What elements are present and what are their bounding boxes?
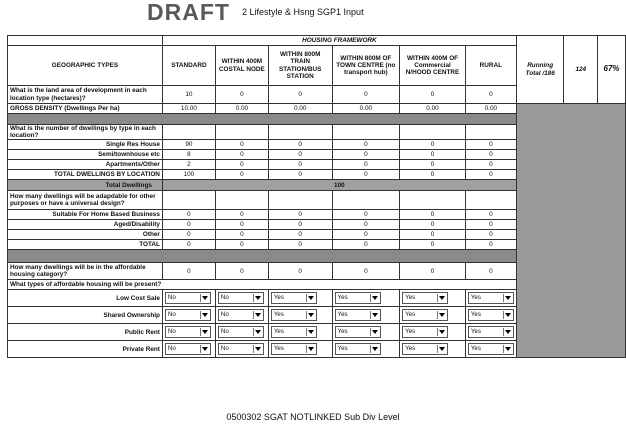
adaptable-total-cell: 0 (465, 240, 516, 250)
affordable-cell[interactable]: 0 (465, 263, 516, 280)
land-area-cell[interactable]: 0 (268, 86, 332, 104)
dwelling-cell[interactable]: 90 (162, 140, 215, 150)
affordable-cell[interactable]: 0 (215, 263, 268, 280)
dropdown-arrow-icon[interactable] (253, 345, 263, 353)
aff-select[interactable] (402, 309, 448, 321)
aff-select[interactable] (468, 343, 514, 355)
dwelling-total-cell: 0 (215, 170, 268, 180)
dropdown-arrow-icon[interactable] (370, 294, 380, 302)
select-value: Yes (273, 344, 284, 352)
dropdown-arrow-icon[interactable] (253, 294, 263, 302)
select-value: Yes (405, 310, 416, 318)
density-cell: 0.00 (465, 104, 516, 114)
adaptable-total-label: TOTAL (8, 240, 163, 250)
dwelling-total-cell: 0 (465, 170, 516, 180)
adaptable-cell[interactable]: 0 (332, 230, 400, 240)
aff-select[interactable] (468, 326, 514, 338)
aff-select[interactable] (165, 343, 211, 355)
adaptable-total-cell: 0 (268, 240, 332, 250)
draft-watermark: DRAFT (147, 0, 230, 25)
land-area-cell[interactable]: 10 (162, 86, 215, 104)
dwelling-cell[interactable]: 0 (332, 150, 400, 160)
dwelling-total-cell: 100 (162, 170, 215, 180)
dropdown-arrow-icon[interactable] (370, 345, 380, 353)
aff-select[interactable] (271, 309, 317, 321)
aff-select[interactable] (218, 309, 264, 321)
dwelling-cell[interactable]: 0 (268, 150, 332, 160)
dropdown-arrow-icon[interactable] (437, 311, 447, 319)
aff-type-label: Low Cost Sale (8, 290, 163, 307)
adaptable-cell[interactable]: 0 (268, 220, 332, 230)
density-cell: 0.00 (268, 104, 332, 114)
affordable-cell[interactable]: 0 (400, 263, 466, 280)
separator (8, 250, 517, 263)
select-value: Yes (273, 293, 284, 301)
density-cell: 0.00 (332, 104, 400, 114)
aff-select[interactable] (218, 326, 264, 338)
adaptable-cell[interactable]: 0 (465, 230, 516, 240)
land-area-cell[interactable]: 0 (332, 86, 400, 104)
aff-select[interactable] (218, 343, 264, 355)
page-footer: 0500302 SGAT NOTLINKED Sub Div Level (226, 412, 400, 422)
dwelling-cell[interactable]: 8 (162, 150, 215, 160)
dropdown-arrow-icon[interactable] (437, 345, 447, 353)
density-cell: 10.00 (162, 104, 215, 114)
dropdown-arrow-icon[interactable] (437, 294, 447, 302)
select-value: Yes (470, 327, 481, 335)
aff-select[interactable] (402, 343, 448, 355)
dwelling-cell[interactable]: 0 (400, 150, 466, 160)
dwelling-cell[interactable]: 0 (465, 140, 516, 150)
adaptable-cell[interactable]: 0 (332, 220, 400, 230)
adaptable-cell[interactable]: 0 (162, 210, 215, 220)
aff-select[interactable] (402, 292, 448, 304)
col-header: WITHIN 800M OF TOWN CENTRE (no transport hub) (332, 46, 400, 86)
aff-type-label: Shared Ownership (8, 307, 163, 324)
adaptable-label: Suitable For Home Based Business (8, 210, 163, 220)
adaptable-cell[interactable]: 0 (268, 210, 332, 220)
adaptable-cell[interactable]: 0 (162, 220, 215, 230)
dropdown-arrow-icon[interactable] (503, 345, 513, 353)
aff-select[interactable] (335, 292, 381, 304)
dropdown-arrow-icon[interactable] (253, 328, 263, 336)
dropdown-arrow-icon[interactable] (306, 311, 316, 319)
col-header: WITHIN 400M COSTAL NODE (215, 46, 268, 86)
adaptable-cell[interactable]: 0 (332, 210, 400, 220)
select-value: No (167, 344, 176, 352)
dwelling-total-cell: 0 (400, 170, 466, 180)
dropdown-arrow-icon[interactable] (370, 328, 380, 336)
dwelling-cell[interactable]: 0 (215, 150, 268, 160)
aff-select[interactable] (468, 309, 514, 321)
adaptable-cell[interactable]: 0 (465, 220, 516, 230)
aff-select[interactable] (271, 326, 317, 338)
col-header: WITHIN 800M TRAIN STATION/BUS STATION (268, 46, 332, 86)
dwelling-cell[interactable]: 2 (162, 160, 215, 170)
dwelling-cell[interactable]: 0 (465, 150, 516, 160)
dropdown-arrow-icon[interactable] (306, 294, 316, 302)
dropdown-arrow-icon[interactable] (306, 345, 316, 353)
dwelling-cell[interactable]: 0 (268, 160, 332, 170)
select-value: Yes (470, 310, 481, 318)
col-header: GEOGRAPHIC TYPES (8, 46, 163, 86)
dwellings-question: What is the number of dwellings by type in each location? (8, 125, 163, 140)
col-header: STANDARD (162, 46, 215, 86)
total-dwellings-value: 100 (162, 180, 516, 191)
dwelling-cell[interactable]: 0 (332, 160, 400, 170)
dropdown-arrow-icon[interactable] (503, 328, 513, 336)
dwelling-total-cell: 0 (332, 170, 400, 180)
dropdown-arrow-icon[interactable] (437, 328, 447, 336)
dropdown-arrow-icon[interactable] (200, 294, 210, 302)
select-value: No (167, 310, 176, 318)
select-value: No (220, 310, 229, 318)
select-value: No (167, 293, 176, 301)
select-value: No (220, 327, 229, 335)
aff-select[interactable] (402, 326, 448, 338)
adaptable-label: Aged/Disability (8, 220, 163, 230)
dwelling-total-cell: 0 (268, 170, 332, 180)
select-value: Yes (337, 293, 348, 301)
adaptable-cell[interactable]: 0 (400, 220, 466, 230)
adaptable-cell[interactable]: 0 (268, 230, 332, 240)
adaptable-cell[interactable]: 0 (215, 230, 268, 240)
separator (8, 114, 517, 125)
aff-select[interactable] (271, 343, 317, 355)
select-value: Yes (405, 344, 416, 352)
select-value: Yes (405, 293, 416, 301)
select-value: No (220, 293, 229, 301)
select-value: No (167, 327, 176, 335)
dwelling-cell[interactable]: 0 (400, 140, 466, 150)
select-value: Yes (470, 293, 481, 301)
adaptable-cell[interactable]: 0 (215, 210, 268, 220)
dropdown-arrow-icon[interactable] (370, 311, 380, 319)
aff-select[interactable] (335, 326, 381, 338)
dropdown-arrow-icon[interactable] (503, 294, 513, 302)
adaptable-cell[interactable]: 0 (400, 230, 466, 240)
aff-select[interactable] (271, 292, 317, 304)
running-total-label: Running Total /186 (516, 36, 564, 104)
framework-title: HOUSING FRAMEWORK (162, 36, 516, 46)
dwelling-type-label: Semi/townhouse etc (8, 150, 163, 160)
land-area-question: What is the land area of development in each location type (hectares)? (8, 86, 163, 104)
select-value: Yes (273, 310, 284, 318)
affordable-cell[interactable]: 0 (332, 263, 400, 280)
dwelling-type-label: Single Res House (8, 140, 163, 150)
page-subtitle: 2 Lifestyle & Hsng SGP1 Input (242, 7, 364, 17)
select-value: No (220, 344, 229, 352)
adaptable-cell[interactable]: 0 (465, 210, 516, 220)
aff-select[interactable] (165, 326, 211, 338)
aff-select[interactable] (335, 309, 381, 321)
dropdown-arrow-icon[interactable] (200, 328, 210, 336)
adaptable-total-cell: 0 (332, 240, 400, 250)
aff-select[interactable] (165, 292, 211, 304)
side-grey-panel (516, 104, 625, 358)
density-cell: 0.00 (215, 104, 268, 114)
running-total-value: 124 (564, 36, 598, 104)
adaptable-total-cell: 0 (400, 240, 466, 250)
adaptable-total-cell: 0 (162, 240, 215, 250)
land-area-cell[interactable]: 0 (465, 86, 516, 104)
percent-complete: 67% (598, 36, 626, 104)
dwelling-cell[interactable]: 0 (465, 160, 516, 170)
dwelling-cell[interactable]: 0 (215, 140, 268, 150)
select-value: Yes (337, 344, 348, 352)
affordable-question: How many dwellings will be in the affordable housing category? (8, 263, 163, 280)
dwelling-cell[interactable]: 0 (332, 140, 400, 150)
col-header: WITHIN 400M OF Commercial N/HOOD CENTRE (400, 46, 466, 86)
select-value: Yes (273, 327, 284, 335)
land-area-cell[interactable]: 0 (400, 86, 466, 104)
dropdown-arrow-icon[interactable] (200, 345, 210, 353)
adaptable-total-cell: 0 (215, 240, 268, 250)
aff-select[interactable] (335, 343, 381, 355)
density-label: GROSS DENSITY (Dwellings Per ha) (8, 104, 163, 114)
dropdown-arrow-icon[interactable] (200, 311, 210, 319)
total-dwellings-label: Total Dwellings (8, 180, 163, 191)
dropdown-arrow-icon[interactable] (253, 311, 263, 319)
adaptable-label: Other (8, 230, 163, 240)
adaptable-cell[interactable]: 0 (215, 220, 268, 230)
col-header: RURAL (465, 46, 516, 86)
dwelling-total-label: TOTAL DWELLINGS BY LOCATION (8, 170, 163, 180)
dwelling-cell[interactable]: 0 (400, 160, 466, 170)
dwelling-cell[interactable]: 0 (215, 160, 268, 170)
adaptable-cell[interactable]: 0 (162, 230, 215, 240)
affordable-types-question: What types of affordable housing will be present? (8, 280, 517, 290)
housing-framework-table (7, 35, 626, 358)
select-value: Yes (405, 327, 416, 335)
adaptable-cell[interactable]: 0 (400, 210, 466, 220)
aff-select[interactable] (468, 292, 514, 304)
dropdown-arrow-icon[interactable] (306, 328, 316, 336)
affordable-cell[interactable]: 0 (162, 263, 215, 280)
dwelling-cell[interactable]: 0 (268, 140, 332, 150)
dropdown-arrow-icon[interactable] (503, 311, 513, 319)
dwelling-type-label: Apartments/Other (8, 160, 163, 170)
aff-type-label: Public Rent (8, 324, 163, 341)
land-area-cell[interactable]: 0 (215, 86, 268, 104)
density-cell: 0.00 (400, 104, 466, 114)
aff-select[interactable] (165, 309, 211, 321)
select-value: Yes (337, 327, 348, 335)
select-value: Yes (470, 344, 481, 352)
adaptable-question: How many dwellings will be adapdable for other purposes or have a universal design? (8, 191, 163, 210)
aff-type-label: Private Rent (8, 341, 163, 358)
aff-select[interactable] (218, 292, 264, 304)
select-value: Yes (337, 310, 348, 318)
affordable-cell[interactable]: 0 (268, 263, 332, 280)
